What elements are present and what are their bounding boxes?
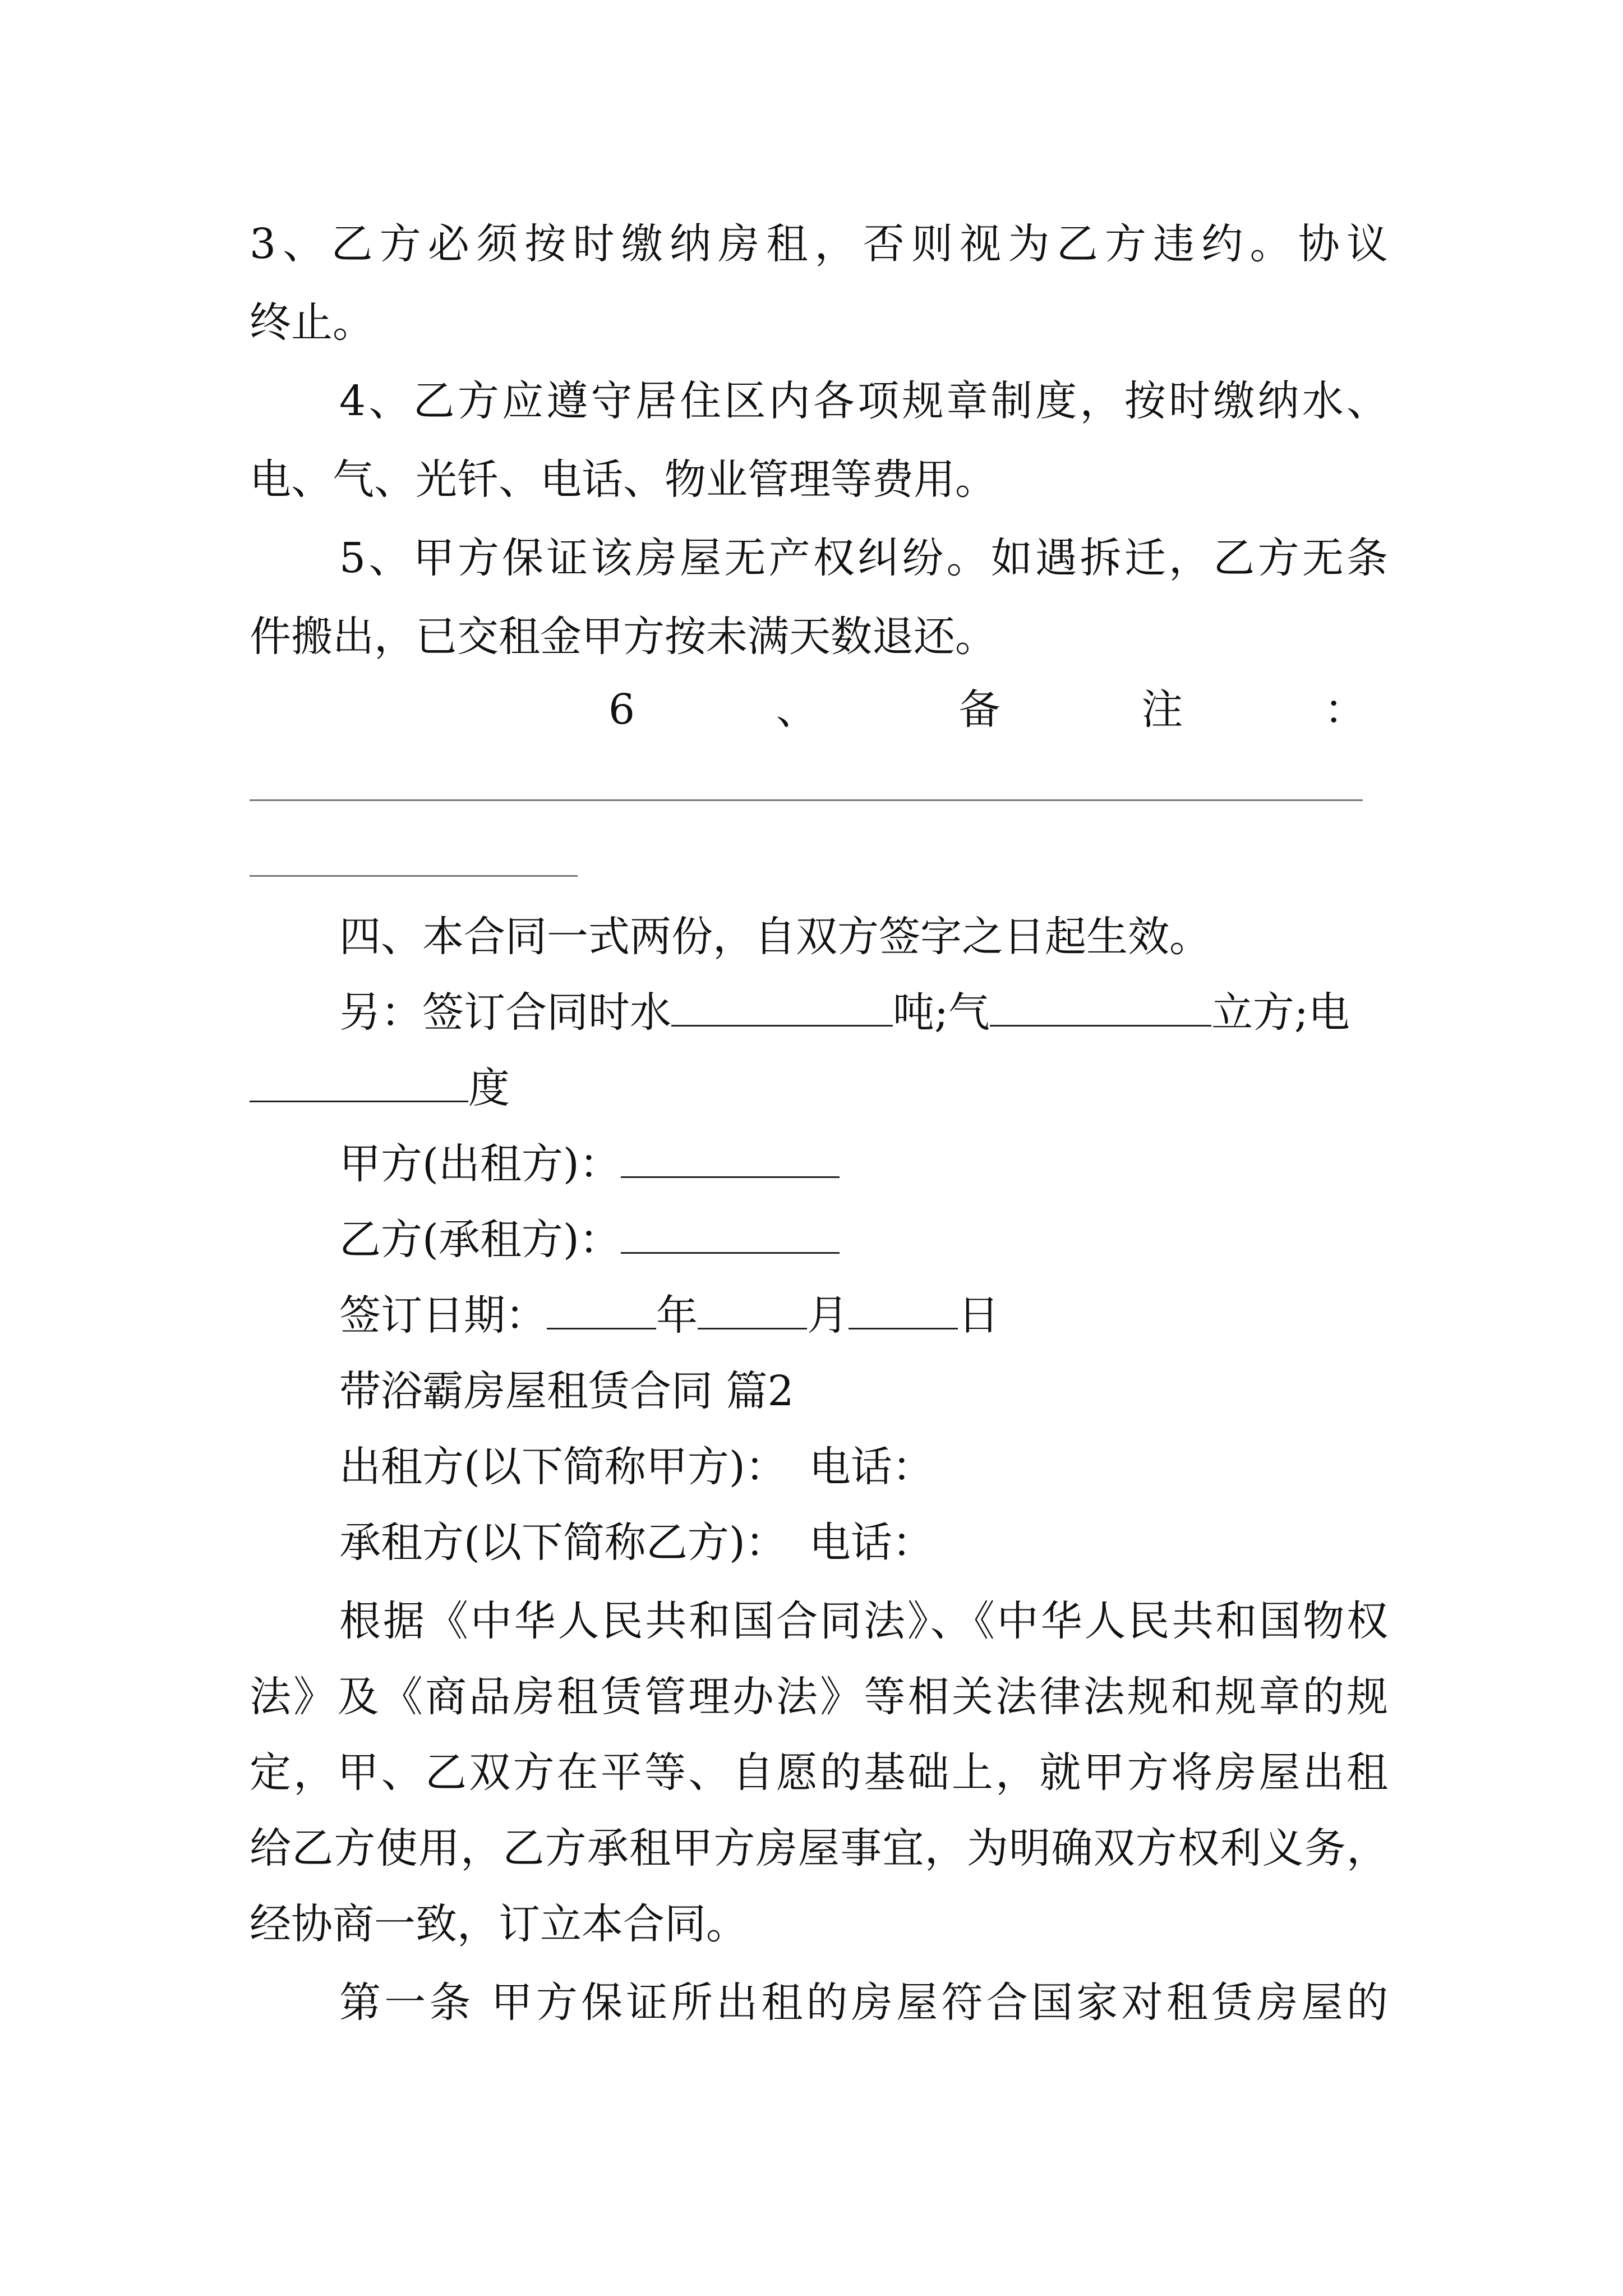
meter-electric-label: 立方;电 xyxy=(1211,988,1350,1037)
lessor-line xyxy=(339,1439,934,1495)
meter-electric-line xyxy=(250,1060,510,1116)
clause-5-line-2: 件搬出，已交租金甲方按未满天数退还。 xyxy=(250,613,997,661)
party-a-label: 甲方(出租方)： xyxy=(339,1140,621,1188)
clause-3-line-2: 终止。 xyxy=(250,298,374,347)
preamble-line-4: 给乙方使用，乙方承租甲方房屋事宜，为明确双方权利义务， xyxy=(250,1824,1388,1872)
preamble-line-3: 定，甲、乙双方在平等、自愿的基础上，就甲方将房屋出租 xyxy=(250,1749,1388,1797)
clause-4-line-2: 电、气、光钎、电话、物业管理等费用。 xyxy=(250,455,997,504)
contract-2-title: 带浴霸房屋租赁合同 篇2 xyxy=(339,1367,794,1415)
party-b-signature-blank[interactable] xyxy=(621,1212,840,1254)
lessee-phone-label: 电话： xyxy=(809,1519,934,1567)
day-label: 日 xyxy=(958,1291,999,1340)
preamble-line-5: 经协商一致，订立本合同。 xyxy=(250,1900,748,1948)
year-blank[interactable] xyxy=(547,1287,656,1329)
party-a-signature-blank[interactable] xyxy=(621,1136,840,1178)
month-blank[interactable] xyxy=(698,1287,807,1329)
day-blank[interactable] xyxy=(849,1287,958,1329)
preamble-line-2: 法》及《商品房租赁管理办法》等相关法律法规和规章的规 xyxy=(250,1673,1388,1721)
lessee-line xyxy=(339,1515,934,1571)
preamble-line-1: 根据《中华人民共和国合同法》、《中华人民共和国物权 xyxy=(339,1597,1388,1645)
meter-readings-line xyxy=(339,984,1350,1041)
remarks-blank-line-2 xyxy=(250,875,578,877)
meter-gas-label: 吨;气 xyxy=(893,988,990,1037)
meter-water-label: 另：签订合同时水 xyxy=(339,988,671,1037)
water-reading-blank[interactable] xyxy=(671,984,893,1027)
section-four-effective: 四、本合同一式两份，自双方签字之日起生效。 xyxy=(339,913,1211,961)
clause-6-remarks-label: 6、备注： xyxy=(608,685,1366,734)
year-label: 年 xyxy=(656,1291,698,1340)
meter-electric-unit: 度 xyxy=(468,1064,510,1112)
lessee-label: 承租方(以下简称乙方)： xyxy=(339,1519,787,1567)
month-label: 月 xyxy=(807,1291,849,1340)
electric-reading-blank[interactable] xyxy=(250,1060,468,1102)
lessor-label: 出租方(以下简称甲方)： xyxy=(339,1443,787,1491)
signing-date-line xyxy=(339,1287,999,1343)
clause-3-line-1: 3、乙方必须按时缴纳房租，否则视为乙方违约。协议 xyxy=(250,220,1388,268)
clause-5-line-1: 5、甲方保证该房屋无产权纠纷。如遇拆迁，乙方无条 xyxy=(339,534,1388,582)
party-a-signature-line xyxy=(339,1136,840,1192)
party-b-label: 乙方(承租方)： xyxy=(339,1216,621,1264)
article-1-line-1: 第一条 甲方保证所出租的房屋符合国家对租赁房屋的 xyxy=(339,1978,1388,2027)
lessor-phone-label: 电话： xyxy=(809,1443,934,1491)
remarks-blank-line-1 xyxy=(250,799,1363,801)
gas-reading-blank[interactable] xyxy=(990,984,1211,1027)
party-b-signature-line xyxy=(339,1212,840,1268)
signing-date-label: 签订日期： xyxy=(339,1291,547,1340)
clause-4-line-1: 4、乙方应遵守居住区内各项规章制度，按时缴纳水、 xyxy=(339,377,1388,425)
